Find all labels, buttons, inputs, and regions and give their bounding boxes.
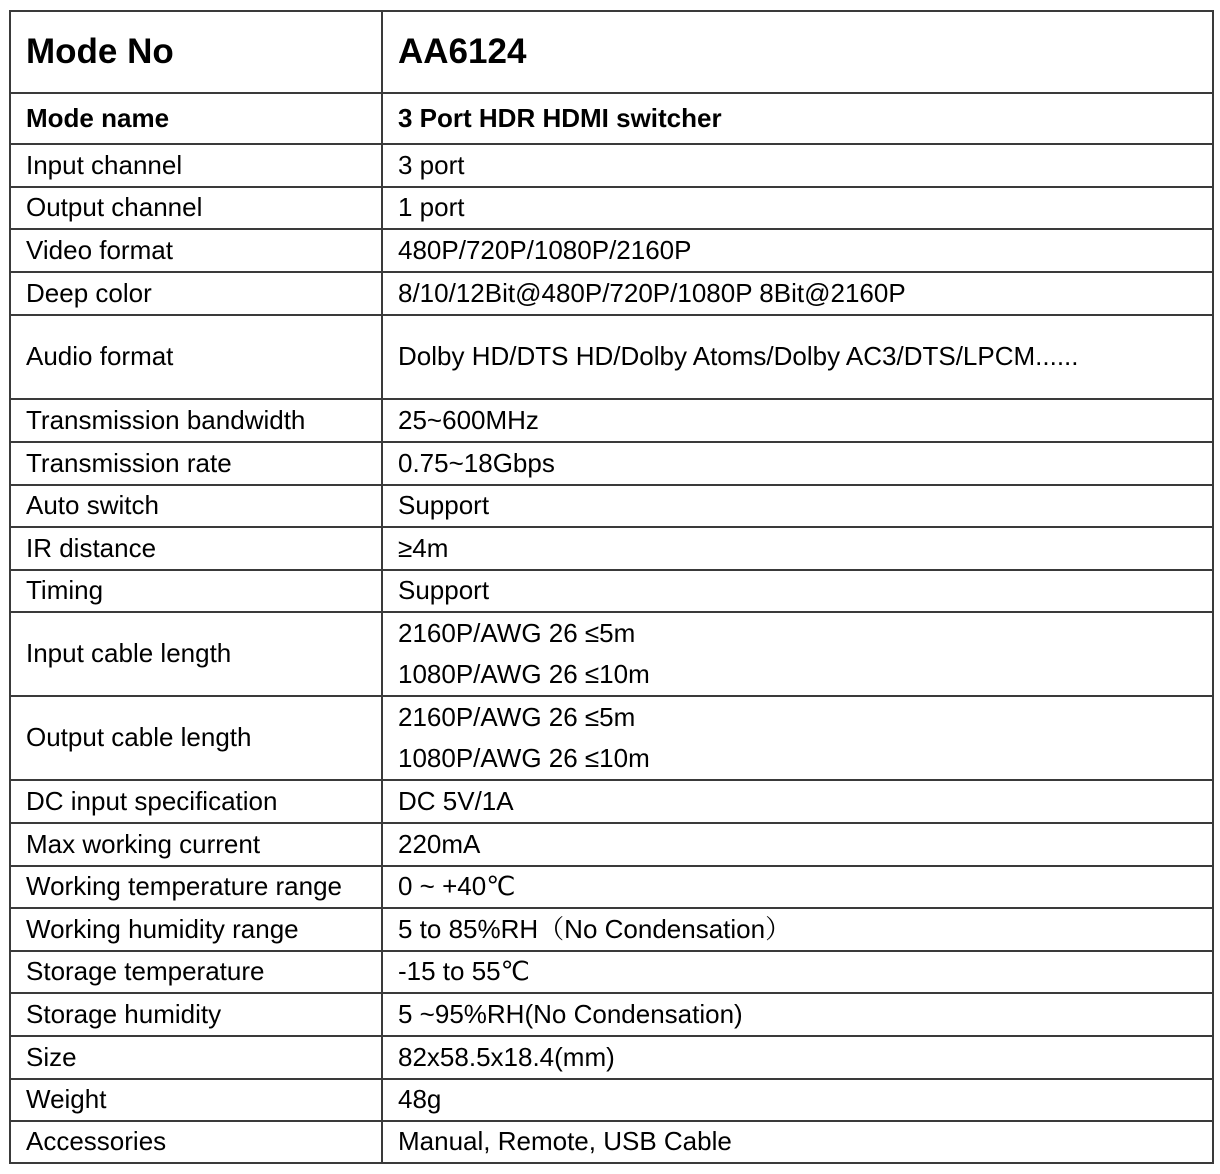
row-value: 0 ~ +40℃ bbox=[382, 866, 1213, 908]
row-value: 5 ~95%RH(No Condensation) bbox=[382, 993, 1213, 1036]
table-row bbox=[10, 229, 1213, 272]
table-row bbox=[10, 272, 1213, 315]
row-value: 8/10/12Bit@480P/720P/1080P 8Bit@2160P bbox=[382, 272, 1213, 315]
model-number: AA6124 bbox=[382, 11, 1213, 93]
row-label: Working humidity range bbox=[10, 908, 382, 951]
row-value: Support bbox=[382, 485, 1213, 527]
table-row bbox=[10, 442, 1213, 485]
table-row bbox=[10, 315, 1213, 399]
row-value: 3 port bbox=[382, 144, 1213, 187]
row-label: Working temperature range bbox=[10, 866, 382, 908]
row-value: 3 Port HDR HDMI switcher bbox=[382, 93, 1213, 144]
table-row bbox=[10, 951, 1213, 993]
row-value: Dolby HD/DTS HD/Dolby Atoms/Dolby AC3/DTS/LPCM...... bbox=[382, 315, 1213, 399]
row-label: Size bbox=[10, 1036, 382, 1079]
row-label: Max working current bbox=[10, 823, 382, 866]
row-value: ≥4m bbox=[382, 527, 1213, 570]
row-label: Input cable length bbox=[10, 612, 382, 696]
table-row bbox=[10, 570, 1213, 612]
header-label: Mode No bbox=[10, 11, 382, 93]
value-line: 2160P/AWG 26 ≤5m bbox=[398, 618, 636, 648]
table-row bbox=[10, 908, 1213, 951]
table-row bbox=[10, 527, 1213, 570]
row-label: Output channel bbox=[10, 187, 382, 229]
table-row bbox=[10, 866, 1213, 908]
table-row bbox=[10, 823, 1213, 866]
row-value: -15 to 55℃ bbox=[382, 951, 1213, 993]
table-row bbox=[10, 993, 1213, 1036]
row-label: Weight bbox=[10, 1079, 382, 1121]
row-label: IR distance bbox=[10, 527, 382, 570]
row-label: Audio format bbox=[10, 315, 382, 399]
row-label: Video format bbox=[10, 229, 382, 272]
row-value: 82x58.5x18.4(mm) bbox=[382, 1036, 1213, 1079]
row-value: 48g bbox=[382, 1079, 1213, 1121]
row-label: Storage temperature bbox=[10, 951, 382, 993]
row-label: DC input specification bbox=[10, 780, 382, 823]
table-header-row bbox=[10, 11, 1213, 93]
table-row bbox=[10, 187, 1213, 229]
value-line: 1080P/AWG 26 ≤10m bbox=[398, 743, 650, 773]
table-row bbox=[10, 144, 1213, 187]
table-row bbox=[10, 612, 1213, 696]
row-label: Storage humidity bbox=[10, 993, 382, 1036]
table-row bbox=[10, 1036, 1213, 1079]
row-value: 25~600MHz bbox=[382, 399, 1213, 442]
row-value: 5 to 85%RH（No Condensation） bbox=[382, 908, 1213, 951]
row-value: DC 5V/1A bbox=[382, 780, 1213, 823]
row-value: 220mA bbox=[382, 823, 1213, 866]
table-row bbox=[10, 780, 1213, 823]
row-value: Manual, Remote, USB Cable bbox=[382, 1121, 1213, 1163]
table-row bbox=[10, 696, 1213, 780]
row-value: Support bbox=[382, 570, 1213, 612]
row-label: Output cable length bbox=[10, 696, 382, 780]
row-value bbox=[382, 612, 1213, 696]
row-value: 1 port bbox=[382, 187, 1213, 229]
row-label: Transmission bandwidth bbox=[10, 399, 382, 442]
row-label: Transmission rate bbox=[10, 442, 382, 485]
table-row bbox=[10, 1079, 1213, 1121]
value-line: 2160P/AWG 26 ≤5m bbox=[398, 702, 636, 732]
row-label: Input channel bbox=[10, 144, 382, 187]
row-label: Timing bbox=[10, 570, 382, 612]
row-label: Deep color bbox=[10, 272, 382, 315]
value-line: 1080P/AWG 26 ≤10m bbox=[398, 659, 650, 689]
spec-table bbox=[9, 10, 1214, 1164]
table-row bbox=[10, 93, 1213, 144]
table-row bbox=[10, 1121, 1213, 1163]
row-label: Mode name bbox=[10, 93, 382, 144]
row-value bbox=[382, 696, 1213, 780]
row-label: Accessories bbox=[10, 1121, 382, 1163]
table-row bbox=[10, 399, 1213, 442]
row-value: 0.75~18Gbps bbox=[382, 442, 1213, 485]
table-row bbox=[10, 485, 1213, 527]
row-value: 480P/720P/1080P/2160P bbox=[382, 229, 1213, 272]
row-label: Auto switch bbox=[10, 485, 382, 527]
